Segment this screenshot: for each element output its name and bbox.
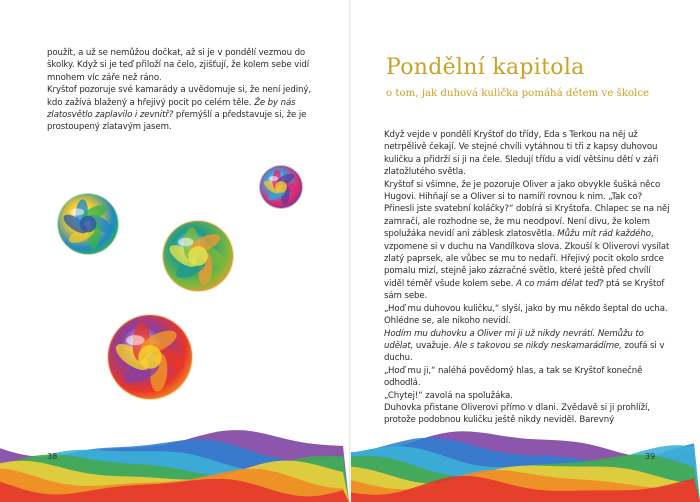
paragraph [384,129,670,179]
paragraph [384,365,670,390]
text-run: Duhovka přistane Oliverovi přímo v dlani. Zvědavě si ji prohlíží, protože podobnou kuličku ještě nikdy neviděl. Barevný [384,402,650,426]
text-run: „Chytej!“ zavolá na spolužáka. [384,390,513,401]
text-run: přemýšlí a představuje si, že je prostoupený zlatavým jasem. [47,110,307,133]
text-run: , vzpomene si v duchu na Vandílkova slova. Zkouší k Oliverovi vysílat zlatý paprsek, ale vůbec se mu to nedaří. Hřejivý pocit okolo srdce pomalu mizí, stejně jako zázračné světlo, které ještě před chvílí viděl téměř všude kolem sebe. [384,229,670,289]
text-run: uvažuje. [413,340,454,351]
marble-pink [260,166,302,208]
text-run: Když vejde v pondělí Kryštof do třídy, Eda s Terkou na něj už netrpělivě čekají. Ve stejné chvíli vytáhnou ti tři z kapsy duhovou kuličku a přidrží si ji na čele. Sledují třídu a vidí většinu dětí v záři zlatožlutého světla. [384,130,659,178]
paragraph [384,328,670,365]
italic-text: Že by nás zlatosvětlo zaplavilo i zevnitř? [47,97,296,121]
left-rainbow-waves [0,422,349,502]
text-run: Kryštof si všimne, že je pozoruje Oliver a jako obvykle šušká něco Hugovi. Hihňají se a Oliver si to namíří rovnou k nim. „Tak co? Přinesli jste svatební koláčky?“ dobírá si Kryštofa. Chlapec se na něj zamračí, ale rozhodne se, že mu neodpoví. Není divu, že kolem spolužáka nevidí ani záblesk zlatosvětla. [384,179,670,240]
text-run: zoufá si v duchu. [384,340,665,364]
text-run: „Hoď mu ji,“ naléhá povědomý hlas, a tak se Kryštof konečně odhodlá. [384,365,643,389]
text-run: použít, a už se nemůžou dočkat, až si je v pondělí vezmou do školky. Když si je teď přiloží na čelo, zjišťují, že kolem sebe vidí mnohem víc záře než ráno. [47,48,310,83]
italic-text: Ale s takovou se nikdy neskamarádíme, [453,340,622,351]
left-page [0,0,349,502]
italic-text: A co mám dělat teď? [516,278,604,289]
paragraph [384,303,670,328]
text-run: Kryštof pozoruje své kamarády a uvědomuje si, že není jediný, kdo zažívá blažený a hřejivý pocit po celém těle. [47,85,311,108]
text-run: „Hoď mu duhovou kuličku,“ slyší, jako by mu někdo šeptal do ucha. Ohlédne se, ale nikoho nevidí. [384,303,668,327]
italic-text: Můžu mít rád každého [557,229,651,240]
paragraph [384,179,670,303]
right-page-number: 39 [645,452,656,461]
text-run: ptá se Kryštof sám sebe. [384,278,665,302]
chapter-subtitle: o tom, jak duhová kulička pomáhá dětem ve školce [386,88,650,99]
right-page [351,0,700,502]
paragraph [384,390,670,402]
marble-blue [58,194,118,254]
marble-orange [108,315,192,399]
right-page-text [384,129,670,427]
right-rainbow-waves [351,422,700,502]
marble-green [163,221,233,291]
italic-text: Hodím mu duhovku a Oliver mi ji už nikdy nevrátí. Nemůžu to udělat, [384,328,644,351]
left-page-number: 38 [47,452,58,461]
chapter-title: Pondělní kapitola [386,55,585,80]
